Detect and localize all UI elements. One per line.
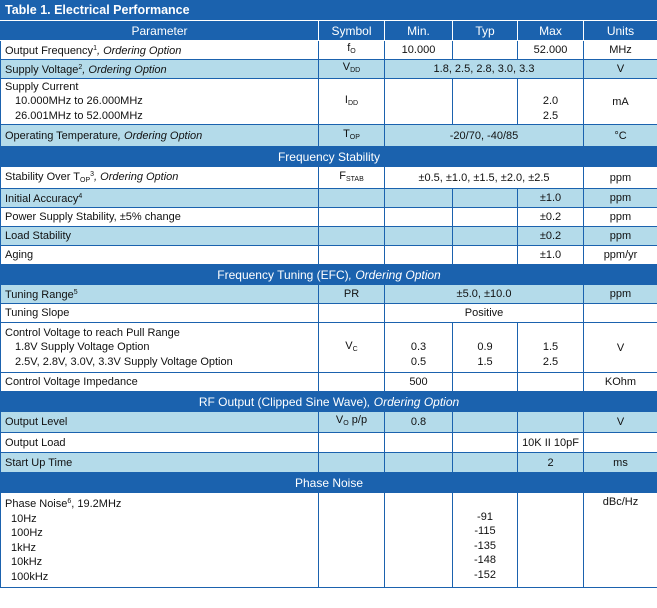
symbol-cell [319, 433, 385, 453]
parameter-cell: Output Frequency$^1$, Ordering Option [1, 41, 319, 60]
parameter-cell: Phase Noise$^6$, 19.2MHz 10Hz 100Hz 1kHz 10kHz 100kHz [1, 493, 319, 588]
table-row [1, 227, 657, 246]
header-units: Units [584, 21, 657, 41]
parameter-cell: Start Up Time [1, 453, 319, 473]
symbol-cell [319, 373, 385, 392]
min-cell [385, 189, 453, 208]
symbol-cell: $F_{STAB}$ [319, 167, 385, 189]
parameter-cell: Tuning Range$^5$ [1, 285, 319, 304]
units-cell: MHz [584, 41, 657, 60]
section-rf-output: RF Output (Clipped Sine Wave), Ordering Option [1, 392, 657, 412]
parameter-cell: Power Supply Stability, ±5% change [1, 208, 319, 227]
units-cell: ppm/yr [584, 246, 657, 265]
section-frequency-stability: Frequency Stability [1, 147, 657, 167]
parameter-cell: Tuning Slope [1, 304, 319, 323]
max-cell: 2.0 2.5 [518, 79, 584, 125]
symbol-cell: PR [319, 285, 385, 304]
table-row [1, 412, 657, 433]
table-row [1, 60, 657, 79]
section-row [1, 392, 657, 412]
min-cell: 0.3 0.5 [385, 323, 453, 373]
parameter-cell: Control Voltage to reach Pull Range 1.8V Supply Voltage Option 2.5V, 2.8V, 3.0V, 3.3V Supply Voltage Option [1, 323, 319, 373]
value-cell: ±0.5, ±1.0, ±1.5, ±2.0, ±2.5 [385, 167, 584, 189]
section-row [1, 265, 657, 285]
max-cell: 52.000 [518, 41, 584, 60]
typ-cell [453, 412, 518, 433]
units-cell: ms [584, 453, 657, 473]
table-row [1, 433, 657, 453]
table-row [1, 323, 657, 373]
header-typ: Typ [453, 21, 518, 41]
typ-cell [453, 433, 518, 453]
units-cell: ppm [584, 167, 657, 189]
typ-cell [453, 189, 518, 208]
symbol-cell [319, 453, 385, 473]
header-min: Min. [385, 21, 453, 41]
units-cell: ppm [584, 285, 657, 304]
parameter-cell: Stability Over $T_{OP}^3$, Ordering Option [1, 167, 319, 189]
units-cell: dBc/Hz [584, 493, 657, 588]
symbol-cell [319, 208, 385, 227]
min-cell: 0.8 [385, 412, 453, 433]
typ-cell: -91 -115 -135 -148 -152 [453, 493, 518, 588]
units-cell: V [584, 60, 657, 79]
table-row [1, 208, 657, 227]
max-cell [518, 493, 584, 588]
units-cell: °C [584, 125, 657, 147]
section-phase-noise: Phase Noise [1, 473, 657, 493]
parameter-cell: Output Level [1, 412, 319, 433]
symbol-cell: $V_{DD}$ [319, 60, 385, 79]
min-cell: 500 [385, 373, 453, 392]
parameter-cell: Load Stability [1, 227, 319, 246]
max-cell: 2 [518, 453, 584, 473]
table-row [1, 304, 657, 323]
units-cell: ppm [584, 189, 657, 208]
table-row [1, 246, 657, 265]
symbol-cell [319, 493, 385, 588]
table-row [1, 125, 657, 147]
units-cell: V [584, 323, 657, 373]
header-symbol: Symbol [319, 21, 385, 41]
min-cell [385, 453, 453, 473]
table-title: Table 1. Electrical Performance [0, 0, 657, 20]
parameter-cell: Aging [1, 246, 319, 265]
units-cell: mA [584, 79, 657, 125]
min-cell [385, 433, 453, 453]
min-cell: 10.000 [385, 41, 453, 60]
table-row [1, 493, 657, 588]
section-frequency-tuning: Frequency Tuning (EFC), Ordering Option [1, 265, 657, 285]
typ-cell [453, 246, 518, 265]
symbol-cell: $T_{OP}$ [319, 125, 385, 147]
symbol-cell [319, 189, 385, 208]
parameter-cell: Output Load [1, 433, 319, 453]
max-cell [518, 373, 584, 392]
typ-cell [453, 227, 518, 246]
min-cell [385, 493, 453, 588]
symbol-cell: $V_O$ p/p [319, 412, 385, 433]
typ-cell [453, 41, 518, 60]
units-cell: V [584, 412, 657, 433]
units-cell: ppm [584, 227, 657, 246]
table-row [1, 79, 657, 125]
max-cell: ±1.0 [518, 246, 584, 265]
typ-cell: 0.9 1.5 [453, 323, 518, 373]
symbol-cell [319, 227, 385, 246]
value-cell: Positive [385, 304, 584, 323]
section-row [1, 473, 657, 493]
symbol-cell [319, 246, 385, 265]
max-cell [518, 412, 584, 433]
units-cell: KOhm [584, 373, 657, 392]
header-parameter: Parameter [1, 21, 319, 41]
table-row [1, 285, 657, 304]
max-cell: ±0.2 [518, 208, 584, 227]
min-cell [385, 208, 453, 227]
typ-cell [453, 79, 518, 125]
table-row [1, 41, 657, 60]
value-cell: ±5.0, ±10.0 [385, 285, 584, 304]
table-row [1, 167, 657, 189]
table-row [1, 189, 657, 208]
table-row [1, 373, 657, 392]
units-cell [584, 433, 657, 453]
max-cell: ±1.0 [518, 189, 584, 208]
typ-cell [453, 453, 518, 473]
header-max: Max [518, 21, 584, 41]
min-cell [385, 246, 453, 265]
symbol-cell: $V_C$ [319, 323, 385, 373]
max-cell: ±0.2 [518, 227, 584, 246]
typ-cell [453, 208, 518, 227]
header-row [1, 21, 657, 41]
max-cell: 10K II 10pF [518, 433, 584, 453]
min-cell [385, 227, 453, 246]
electrical-performance-table [0, 20, 657, 588]
typ-cell [453, 373, 518, 392]
symbol-cell: $f_O$ [319, 41, 385, 60]
table-row [1, 453, 657, 473]
parameter-cell: Control Voltage Impedance [1, 373, 319, 392]
parameter-cell: Supply Voltage$^2$, Ordering Option [1, 60, 319, 79]
symbol-cell: $I_{DD}$ [319, 79, 385, 125]
parameter-cell: Operating Temperature, Ordering Option [1, 125, 319, 147]
min-cell [385, 79, 453, 125]
section-row [1, 147, 657, 167]
max-cell: 1.5 2.5 [518, 323, 584, 373]
parameter-cell: Initial Accuracy$^4$ [1, 189, 319, 208]
units-cell [584, 304, 657, 323]
value-cell: -20/70, -40/85 [385, 125, 584, 147]
value-cell: 1.8, 2.5, 2.8, 3.0, 3.3 [385, 60, 584, 79]
parameter-cell: Supply Current 10.000MHz to 26.000MHz 26.001MHz to 52.000MHz [1, 79, 319, 125]
symbol-cell [319, 304, 385, 323]
units-cell: ppm [584, 208, 657, 227]
